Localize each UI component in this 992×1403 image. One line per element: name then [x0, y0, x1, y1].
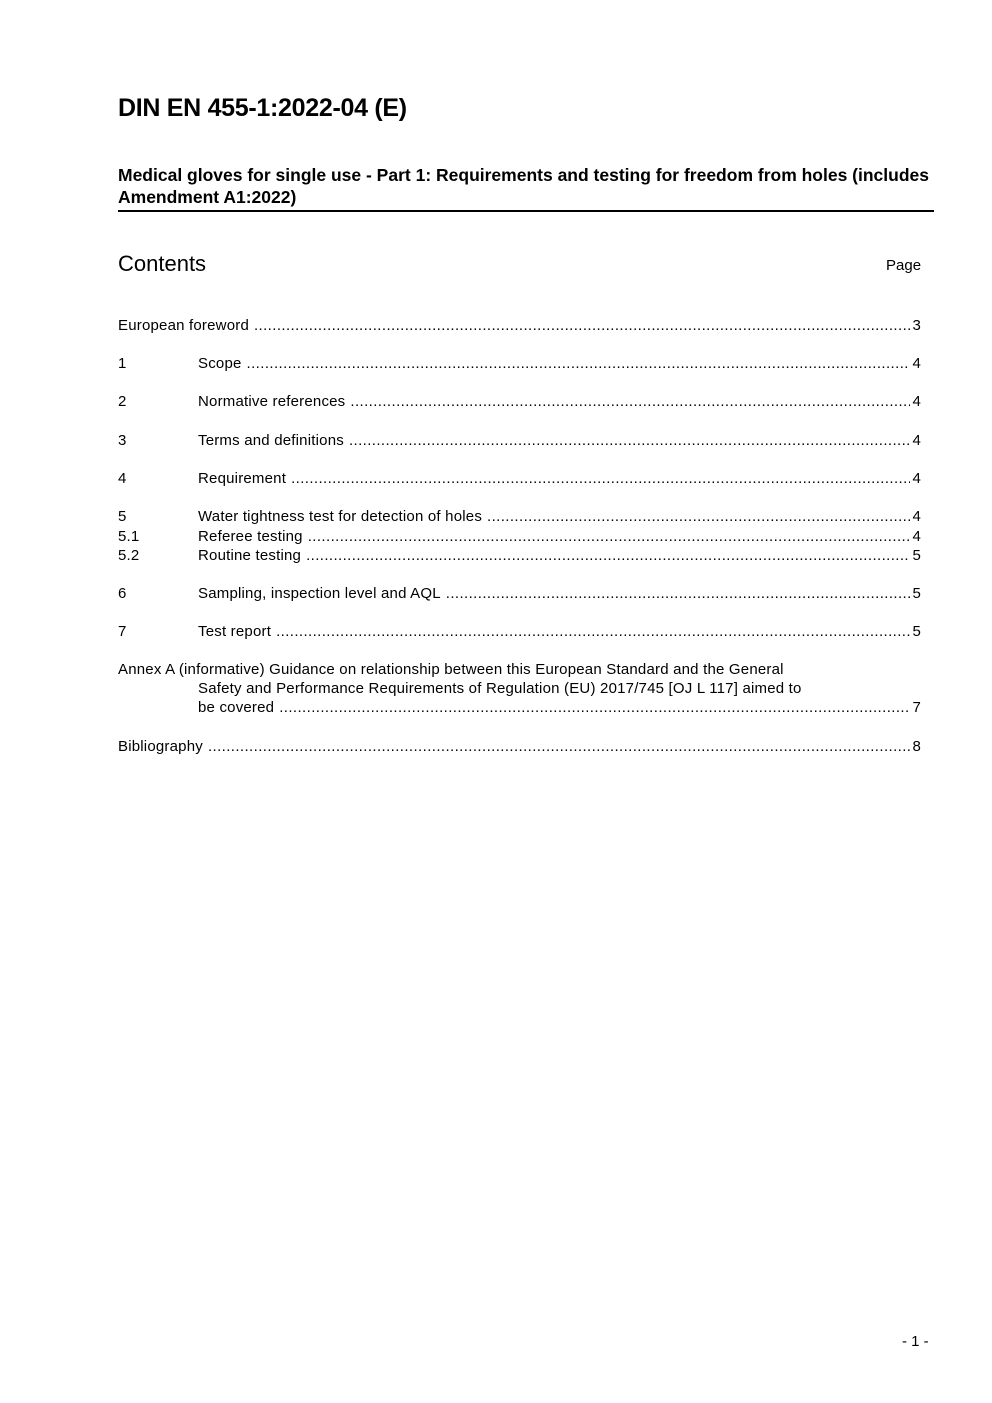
toc-entry-text: European foreword: [118, 317, 249, 334]
toc-entry-text: Scope: [198, 355, 242, 372]
toc-entry-page: 3: [912, 317, 921, 334]
document-subtitle: Medical gloves for single use - Part 1: Requirements and testing for freedom from holes (includes Amendment A1:2022): [118, 164, 934, 212]
annex-line-3-row: [118, 698, 921, 717]
toc-leader-dots: [350, 392, 910, 411]
toc-entry-text: Routine testing: [198, 547, 302, 564]
toc-leader-dots: [247, 354, 911, 373]
toc-entry-routine-testing[interactable]: [118, 546, 921, 565]
document-title: DIN EN 455-1:2022-04 (E): [118, 94, 407, 122]
toc-leader-dots: [349, 431, 911, 450]
toc-entry-scope[interactable]: [118, 354, 921, 373]
toc-leader-dots: [308, 527, 911, 546]
toc-entry-page: 4: [912, 432, 921, 449]
toc-entry-text: Test report: [198, 623, 272, 640]
toc-entry-terms-and-definitions[interactable]: [118, 431, 921, 450]
toc-entry-european-foreword[interactable]: [118, 316, 921, 335]
toc-entry-page: 5: [912, 623, 921, 640]
page-number: - 1 -: [902, 1333, 929, 1350]
toc-entry-test-report[interactable]: [118, 622, 921, 641]
toc-entry-text: Bibliography: [118, 738, 203, 755]
toc-entry-requirement[interactable]: [118, 469, 921, 488]
toc-entry-text: Normative references: [198, 393, 346, 410]
toc-leader-dots: [208, 737, 911, 756]
toc-leader-dots: [254, 316, 910, 335]
toc-entry-number: 7: [118, 623, 127, 640]
toc-entry-number: 3: [118, 432, 127, 449]
toc-entry-sampling[interactable]: [118, 584, 921, 603]
toc-entry-water-tightness-test[interactable]: [118, 507, 921, 526]
page-column-heading: Page: [886, 257, 922, 274]
toc-leader-dots: [306, 546, 910, 565]
toc-entry-text: Terms and definitions: [198, 432, 344, 449]
toc-entry-text: Referee testing: [198, 528, 303, 545]
toc-entry-text: Requirement: [198, 470, 287, 487]
contents-heading: Contents: [118, 251, 207, 276]
toc-entry-page: 5: [912, 547, 921, 564]
toc-entry-number: 1: [118, 355, 127, 372]
toc-leader-dots: [487, 507, 910, 526]
toc-entry-page: 4: [912, 508, 921, 525]
toc-entry-number: 2: [118, 393, 127, 410]
annex-line-2: Safety and Performance Requirements of Regulation (EU) 2017/745 [OJ L 117] aimed to: [198, 680, 802, 697]
toc-entry-bibliography[interactable]: [118, 737, 921, 756]
toc-entry-number: 5.2: [118, 547, 140, 564]
toc-entry-page: 4: [912, 470, 921, 487]
toc-entry-page: 7: [912, 699, 921, 716]
toc-entry-text: Sampling, inspection level and AQL: [198, 585, 441, 602]
toc-entry-number: 5.1: [118, 528, 140, 545]
toc-leader-dots: [276, 622, 910, 641]
toc-entry-number: 6: [118, 585, 127, 602]
toc-entry-referee-testing[interactable]: [118, 527, 921, 546]
toc-leader-dots: [446, 584, 911, 603]
toc-leader-dots: [291, 469, 910, 488]
toc-entry-number: 4: [118, 470, 127, 487]
toc-entry-number: 5: [118, 508, 127, 525]
toc-entry-annex-a[interactable]: [118, 660, 921, 717]
toc-entry-page: 4: [912, 355, 921, 372]
annex-line-3: be covered: [198, 699, 275, 716]
toc-entry-page: 4: [912, 393, 921, 410]
toc-entry-page: 4: [912, 528, 921, 545]
toc-entry-page: 5: [912, 585, 921, 602]
toc-entry-text: Water tightness test for detection of holes: [198, 508, 483, 525]
toc-entry-normative-references[interactable]: [118, 392, 921, 411]
annex-line-1: Annex A (informative) Guidance on relationship between this European Standard and the General: [118, 661, 784, 678]
toc-entry-page: 8: [912, 738, 921, 755]
toc-leader-dots: [279, 698, 910, 717]
